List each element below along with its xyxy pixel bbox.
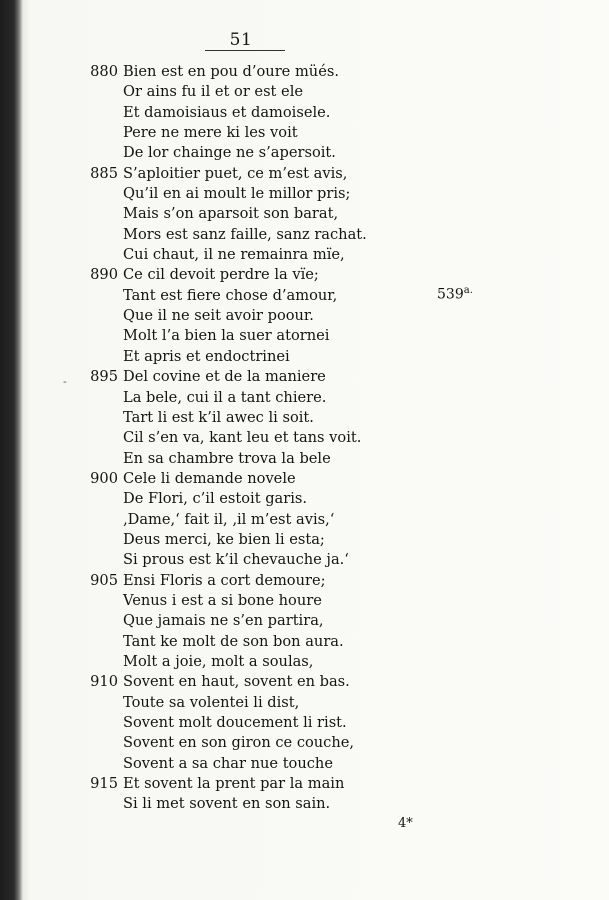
line-text: Or ains fu il et or est ele: [123, 83, 303, 101]
line-text: La bele, cui il a tant chiere.: [123, 388, 327, 406]
verse-line: [0, 428, 600, 448]
margin-reference-suffix: a.: [463, 285, 473, 296]
line-number: 915: [90, 775, 118, 793]
line-text: Mais s’on aparsoit son barat,: [123, 205, 339, 223]
line-text: Tant ke molt de son bon aura.: [123, 632, 344, 650]
verse-line: [0, 367, 600, 387]
verse-line: [0, 489, 600, 509]
line-text: ‚Dame,‘ fait il, ‚il m’est avis,‘: [123, 510, 335, 528]
line-text: Si li met sovent en son sain.: [123, 795, 331, 813]
line-text: Et sovent la prent par la main: [123, 775, 345, 793]
signature-mark: 4*: [398, 816, 413, 831]
line-text: Sovent molt doucement li rist.: [123, 714, 347, 731]
verse-line: [0, 103, 600, 123]
verse-line: [0, 306, 600, 326]
verse-line: [0, 449, 600, 469]
line-text: Si prous est k’il chevauche ja.‘: [123, 551, 349, 569]
verse-line: [0, 652, 600, 672]
verse-line: [0, 388, 600, 408]
verse-line: [0, 733, 600, 753]
line-text: Del covine et de la maniere: [123, 368, 326, 386]
header-rule: [205, 50, 285, 51]
line-text: Mors est sanz faille, sanz rachat.: [123, 225, 367, 243]
verse-line: [0, 794, 600, 814]
line-number: 885: [90, 164, 118, 182]
verse-line: [0, 347, 600, 367]
verse-line: [0, 591, 600, 611]
line-text: Sovent a sa char nue touche: [123, 754, 333, 772]
line-text: Cui chaut, il ne remainra mïe,: [123, 246, 345, 264]
verse-line: [0, 143, 600, 163]
line-text: Molt a joie, molt a soulas,: [123, 652, 314, 670]
verse-line: [0, 530, 600, 550]
line-text: Sovent en son giron ce couche,: [123, 734, 355, 752]
verse-line: [0, 774, 600, 794]
line-text: Ensi Floris a cort demoure;: [123, 571, 326, 589]
margin-mark: -: [63, 375, 67, 388]
verse-line: [0, 164, 600, 184]
line-text: Sovent en haut, sovent en bas.: [123, 673, 350, 691]
verse-line: [0, 632, 600, 652]
line-number: 880: [90, 63, 118, 80]
verse-line: [0, 184, 600, 204]
verse-line: [0, 611, 600, 631]
verse-line: [0, 693, 600, 713]
line-text: Et damoisiaus et damoisele.: [123, 103, 331, 121]
line-text: De Flori, c’il estoit garis.: [123, 490, 308, 508]
line-number: 900: [90, 469, 118, 487]
line-text: Bien est en pou d’oure müés.: [123, 63, 339, 80]
line-number: 890: [90, 266, 118, 284]
verse-line: [0, 469, 600, 489]
verse-line: [0, 62, 600, 82]
verse-line: [0, 245, 600, 265]
line-text: Que jamais ne s’en partira,: [123, 612, 324, 630]
verse-line: [0, 571, 600, 591]
line-text: Tant est fiere chose d’amour,: [123, 286, 338, 304]
margin-reference: [437, 285, 473, 303]
line-text: Molt l’a bien la suer atornei: [123, 327, 330, 345]
verse-line: [0, 286, 600, 306]
line-text: Ce cil devoit perdre la vïe;: [123, 266, 319, 284]
verse-line: [0, 550, 600, 570]
line-text: Et apris et endoctrinei: [123, 347, 290, 365]
page-number: 51: [229, 30, 253, 50]
line-text: Cil s’en va, kant leu et tans voit.: [123, 429, 362, 447]
line-number: 910: [90, 673, 118, 691]
verse-line: [0, 510, 600, 530]
verse-line: [0, 123, 600, 143]
verse-line: [0, 265, 600, 285]
line-text: Toute sa volentei li dist,: [123, 693, 300, 711]
verse-block: [0, 62, 600, 815]
line-text: De lor chainge ne s’apersoit.: [123, 144, 336, 162]
line-number: 895: [90, 368, 118, 386]
line-text: Tart li est k’il awec li soit.: [123, 408, 314, 426]
line-text: Deus merci, ke bien li esta;: [123, 530, 325, 548]
line-text: Cele li demande novele: [123, 469, 296, 487]
verse-line: [0, 754, 600, 774]
margin-reference-number: 539: [437, 286, 464, 303]
verse-line: [0, 408, 600, 428]
line-text: Que il ne seit avoir poour.: [123, 307, 314, 325]
line-text: S’aploitier puet, ce m’est avis,: [123, 164, 348, 182]
verse-line: [0, 204, 600, 224]
verse-line: [0, 225, 600, 245]
verse-line: [0, 672, 600, 692]
line-text: Pere ne mere ki les voit: [123, 124, 298, 142]
line-text: En sa chambre trova la bele: [123, 449, 331, 467]
verse-line: [0, 713, 600, 733]
verse-line: [0, 82, 600, 102]
line-number: 905: [90, 571, 118, 589]
verse-line: [0, 326, 600, 346]
line-text: Qu’il en ai moult le millor pris;: [123, 185, 351, 203]
line-text: Venus i est a si bone houre: [123, 591, 322, 609]
